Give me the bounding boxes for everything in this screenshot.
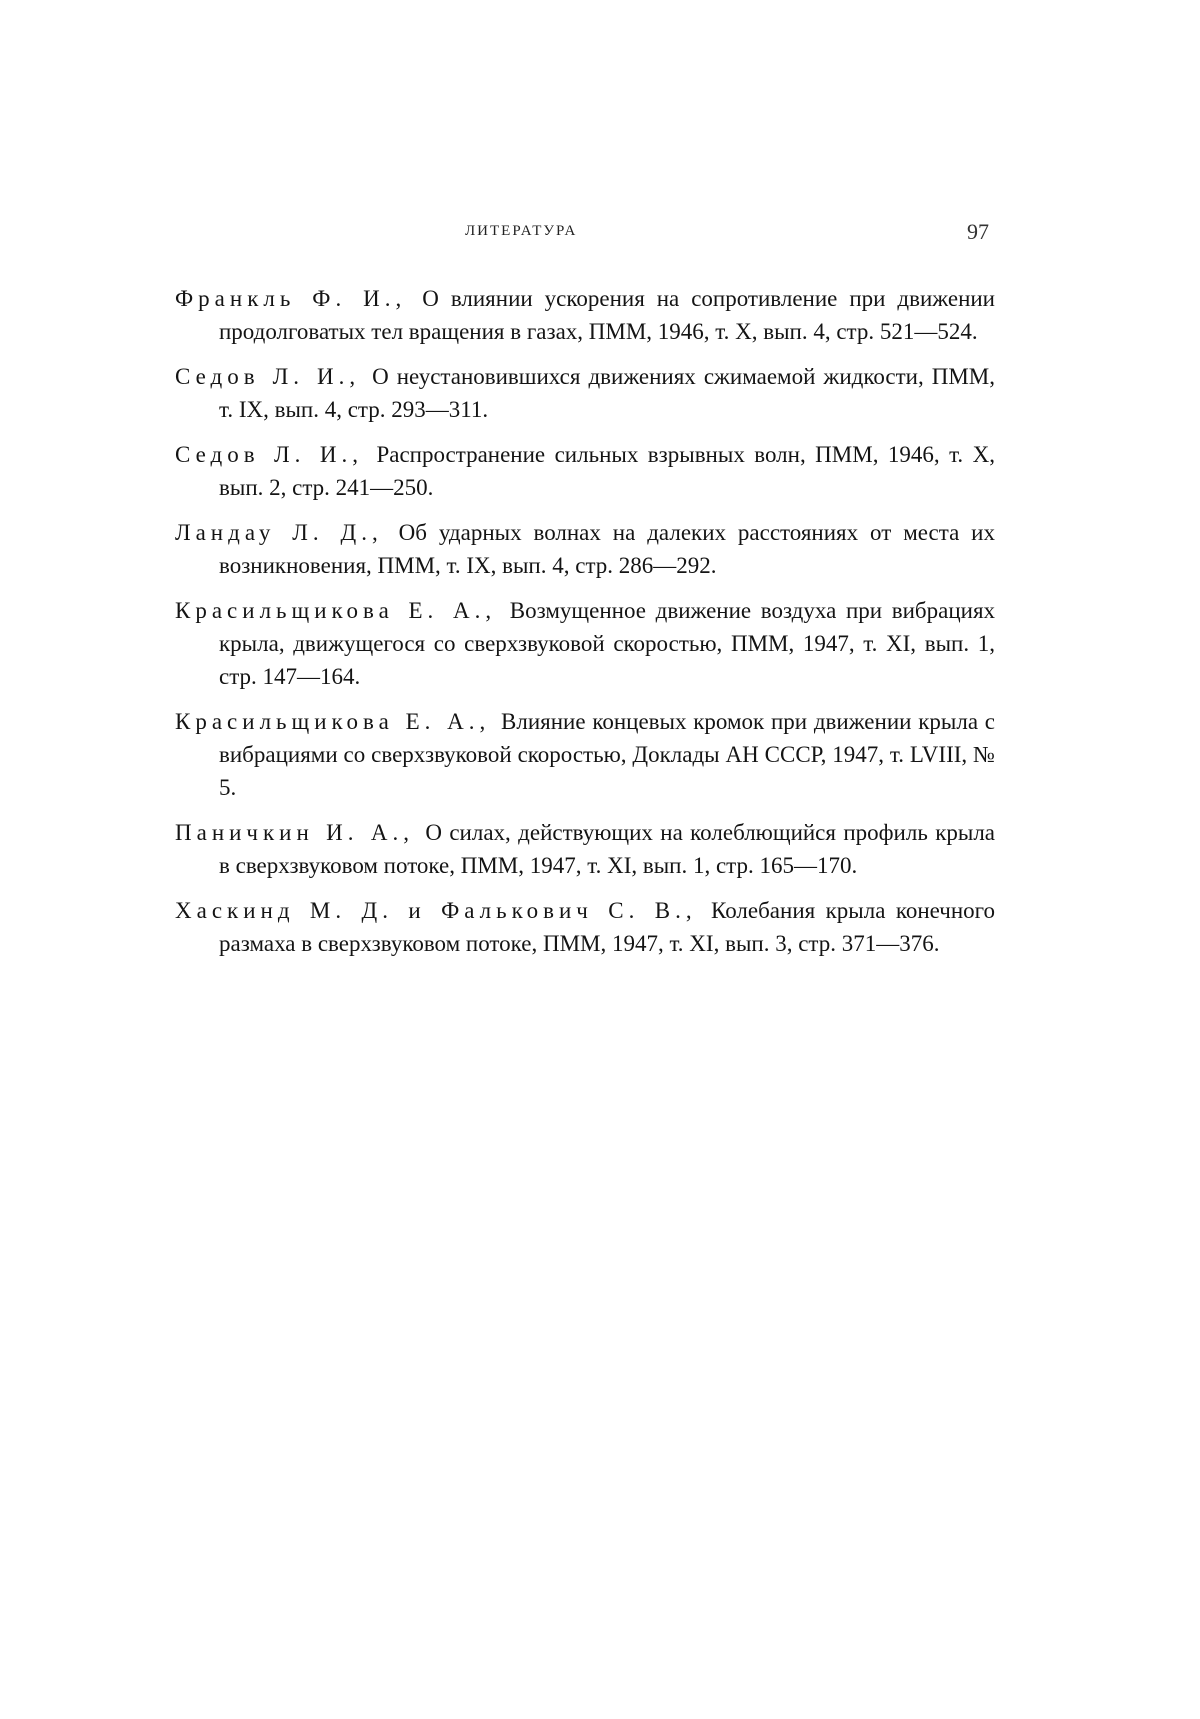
reference-item xyxy=(175,438,995,504)
reference-item xyxy=(175,894,995,960)
reference-text: О неустановившихся движениях сжимаемой жидкости, ПММ, т. IX, вып. 4, стр. 293—311. xyxy=(219,364,996,422)
reference-list xyxy=(175,282,995,972)
reference-text: Распространение сильных взрывных волн, ПММ, 1946, т. X, вып. 2, стр. 241—250. xyxy=(219,442,996,500)
reference-author: Ландау Л. Д., xyxy=(175,520,383,545)
reference-text: Об ударных волнах на далеких расстояниях от места их возникновения, ПММ, т. IX, вып. 4, стр. 286—292. xyxy=(219,520,995,578)
reference-item xyxy=(175,516,995,582)
reference-text: Возмущенное движение воздуха при вибрациях крыла, движущегося со сверхзвуковой скоростью, ПММ, 1947, т. XI, вып. 1, стр. 147—164. xyxy=(219,598,996,689)
reference-author: Красильщикова Е. А., xyxy=(175,598,497,623)
reference-text: Влияние концевых кромок при движении крыла с вибрациями со сверхзвуковой скоростью, Доклады АН СССР, 1947, т. LVIII, № 5. xyxy=(219,709,995,800)
reference-author: Седов Л. И., xyxy=(175,364,361,389)
reference-author: Паничкин И. А., xyxy=(175,820,414,845)
reference-item xyxy=(175,594,995,693)
reference-text: Колебания крыла конечного размаха в сверхзвуковом потоке, ПММ, 1947, т. XI, вып. 3, стр. 371—376. xyxy=(219,898,996,956)
reference-author: Седов Л. И., xyxy=(175,442,363,467)
reference-text: О силах, действующих на колеблющийся профиль крыла в сверхзвуковом потоке, ПММ, 1947, т. XI, вып. 1, стр. 165—170. xyxy=(219,820,996,878)
reference-item xyxy=(175,705,995,804)
reference-item xyxy=(175,816,995,882)
reference-author: Хаскинд М. Д. и Фалькович С. В., xyxy=(175,898,697,923)
reference-item xyxy=(175,282,995,348)
reference-author: Красильщикова Е. А., xyxy=(175,709,491,734)
reference-author: Франкль Ф. И., xyxy=(175,286,407,311)
page-number: 97 xyxy=(967,219,989,244)
running-head xyxy=(175,219,995,253)
reference-text: О влиянии ускорения на сопротивление при движении продолговатых тел вращения в газах, ПММ, 1946, т. X, вып. 4, стр. 521—524. xyxy=(219,286,995,344)
reference-item xyxy=(175,360,995,426)
section-title: ЛИТЕРАТУРА xyxy=(465,223,578,239)
